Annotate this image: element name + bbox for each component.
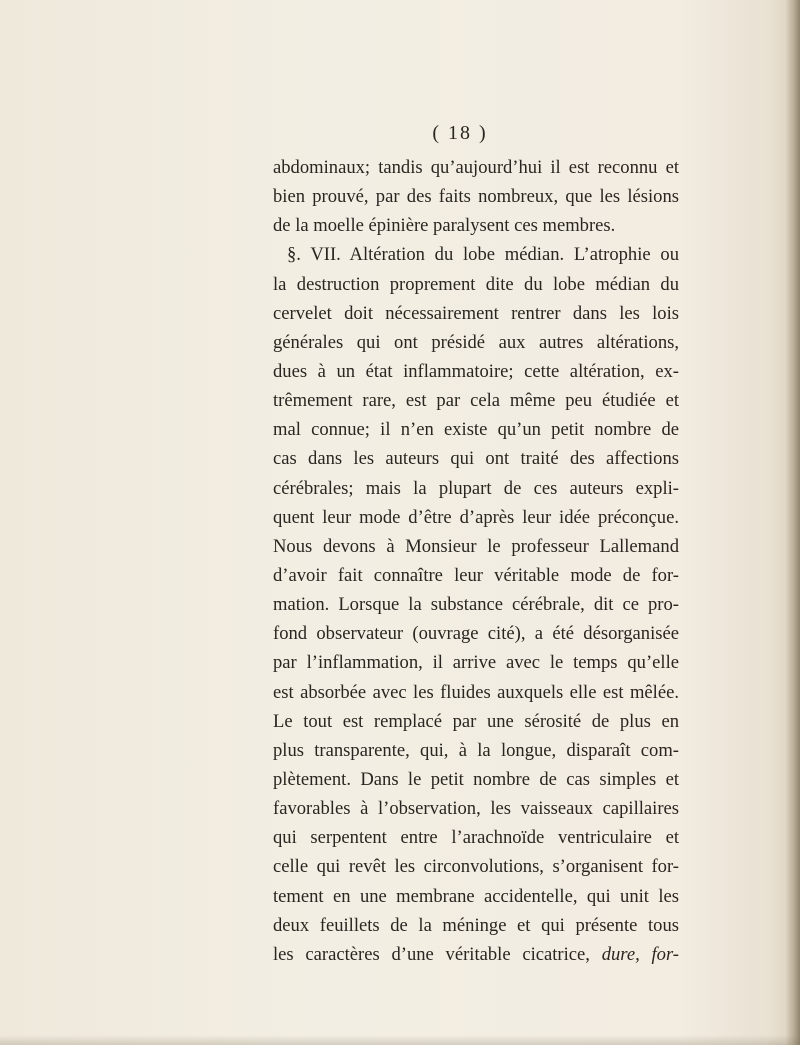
text-line: Nous devons à Monsieur le professeur Lallemand [273, 535, 679, 557]
text-line: est absorbée avec les fluides auxquels elle est mêlée. [273, 681, 679, 703]
page-edge-shadow [786, 0, 800, 1045]
text-line: mal connue; il n’en existe qu’un petit nombre de [273, 419, 679, 441]
text-line: fond observateur (ouvrage cité), a été désorganisée [273, 623, 679, 645]
text-line: abdominaux; tandis qu’aujourd’hui il est reconnu et [273, 157, 679, 178]
text-line: cérébrales; mais la plupart de ces auteurs expli- [273, 477, 679, 499]
text-line: d’avoir fait connaître leur véritable mode de for- [273, 564, 679, 586]
text-line: la destruction proprement dite du lobe médian du [273, 273, 679, 295]
page-number: ( 18 ) [432, 122, 488, 144]
text-line: dues à un état inflammatoire; cette altération, ex- [273, 360, 679, 382]
text-line: générales qui ont présidé aux autres altérations, [273, 331, 679, 353]
text-line: favorables à l’observation, les vaisseaux capillaires [273, 798, 679, 820]
text-line: plètement. Dans le petit nombre de cas simples et [273, 768, 679, 790]
text-line: mation. Lorsque la substance cérébrale, dit ce pro- [273, 594, 679, 616]
text-line: cas dans les auteurs qui ont traité des affections [273, 448, 679, 470]
text-line-italic: dure, for- [601, 943, 679, 965]
text-line: cervelet doit nécessairement rentrer dans les lois [273, 302, 679, 324]
text-line: bien prouvé, par des faits nombreux, que les lésions [273, 186, 679, 208]
text-line: par l’inflammation, il arrive avec le temps qu’elle [273, 652, 679, 674]
text-line: deux feuillets de la méninge et qui présente tous [273, 914, 679, 936]
page-bottom-shadow [0, 1035, 800, 1045]
text-line: de la moelle épinière paralysent ces membres. [273, 215, 616, 237]
text-line: Le tout est remplacé par une sérosité de plus en [273, 710, 679, 732]
text-line: quent leur mode d’être d’après leur idée préconçue. [273, 506, 679, 528]
text-line: tement en une membrane accidentelle, qui unit les [273, 885, 679, 907]
text-line-roman: les caractères d’une véritable cicatrice, [273, 943, 590, 965]
body-text [273, 153, 679, 969]
text-line: qui serpentent entre l’arachnoïde ventriculaire et [273, 827, 679, 849]
text-line-final [273, 940, 679, 969]
text-line: trêmement rare, est par cela même peu étudiée et [273, 390, 679, 412]
text-line: celle qui revêt les circonvolutions, s’organisent for- [273, 856, 679, 878]
section-heading-line: §. VII. Altération du lobe médian. L’atrophie ou [287, 244, 679, 266]
text-line: plus transparente, qui, à la longue, disparaît com- [273, 739, 679, 761]
